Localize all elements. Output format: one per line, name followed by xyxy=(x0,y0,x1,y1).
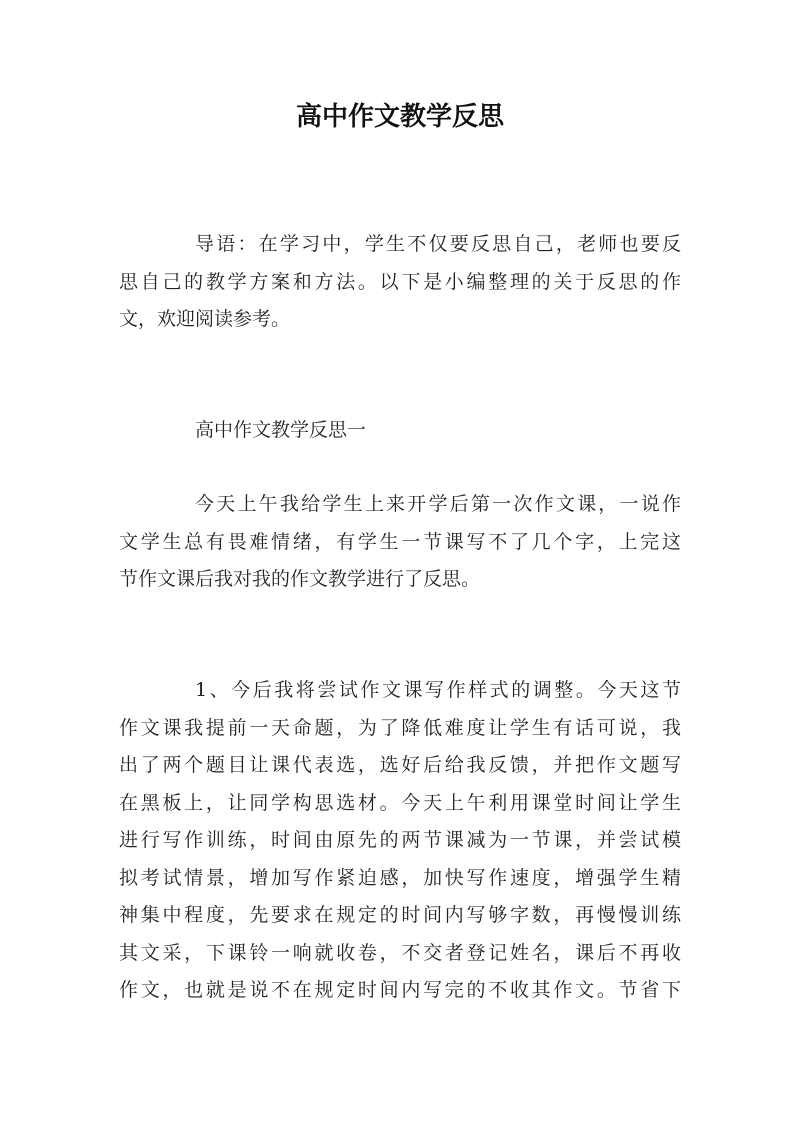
paragraph-1-line-1: 今天上午我给学生上来开学后第一次作文课，一说作 xyxy=(195,493,681,515)
paragraph-2-line-9: 作文，也就是说不在规定时间内写完的不收其作文。节省下 xyxy=(119,979,681,1001)
paragraph-1 xyxy=(119,486,681,599)
paragraph-2-line-5: 进行写作训练，时间由原先的两节课减为一节课，并尝试模 xyxy=(119,829,681,851)
document-title: 高中作文教学反思 xyxy=(295,102,504,132)
intro-line-2: 思自己的教学方案和方法。以下是小编整理的关于反思的作 xyxy=(119,270,681,293)
paragraph-1-line-3: 节作文课后我对我的作文教学进行了反思。 xyxy=(119,568,481,590)
paragraph-2-line-3: 出了两个题目让课代表选，选好后给我反馈，并把作文题写 xyxy=(119,754,681,776)
intro-paragraph xyxy=(119,226,681,339)
paragraph-2 xyxy=(119,672,681,1010)
paragraph-1-line-2: 文学生总有畏难情绪，有学生一节课写不了几个字，上完这 xyxy=(119,530,681,553)
section-heading-text: 高中作文教学反思一 xyxy=(195,419,367,441)
paragraph-2-line-4: 在黑板上，让同学构思选材。今天上午利用课堂时间让学生 xyxy=(119,791,681,814)
paragraph-2-line-6: 拟考试情景，增加写作紧迫感，加快写作速度，增强学生精 xyxy=(119,866,681,889)
paragraph-2-line-2: 作文课我提前一天命题，为了降低难度让学生有话可说，我 xyxy=(119,716,681,739)
paragraph-2-line-7: 神集中程度，先要求在规定的时间内写够字数，再慢慢训练 xyxy=(119,904,681,926)
intro-line-3: 文，欢迎阅读参考。 xyxy=(119,308,291,330)
intro-line-1: 导语：在学习中，学生不仅要反思自己，老师也要反 xyxy=(195,233,681,255)
section-heading xyxy=(119,412,681,450)
paragraph-2-line-1: 1、今后我将尝试作文课写作样式的调整。今天这节 xyxy=(195,679,681,701)
paragraph-2-line-8: 其文采，下课铃一响就收卷，不交者登记姓名，课后不再收 xyxy=(119,941,681,964)
